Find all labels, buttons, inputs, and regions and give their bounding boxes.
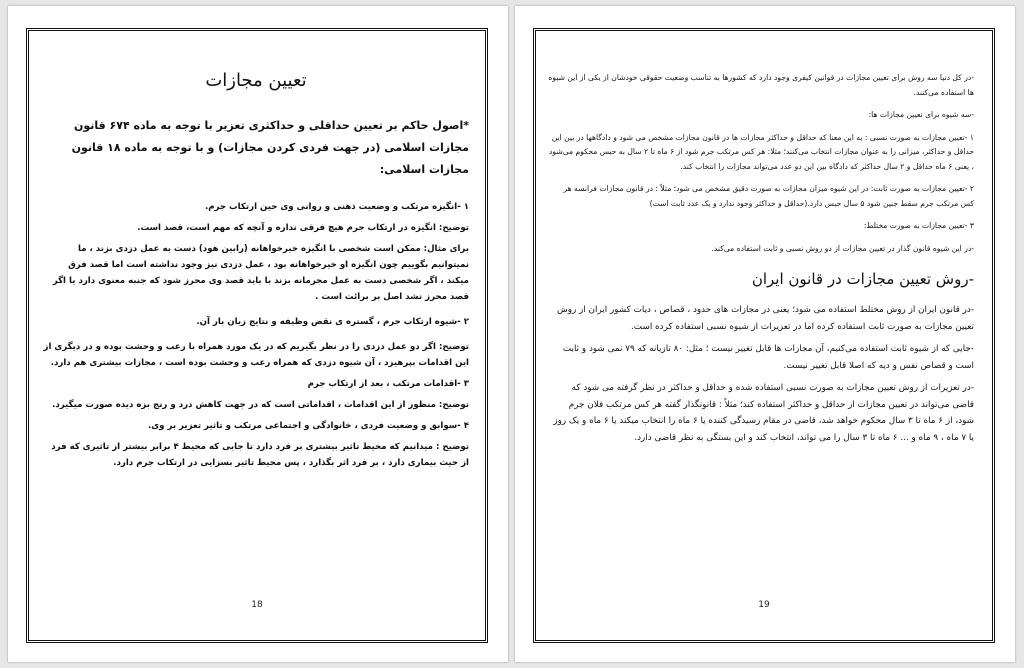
- body-paragraph: -در کل دنیا سه روش برای تعیین مجازات در قوانین کیفری وجود دارد که کشورها به تناسب وضعیت حقوقی خودشان از یکی از این شیوه ها استفاده می‌کنند.: [548, 73, 974, 97]
- body-paragraph: برای مثال: ممکن است شخصی با انگیزه خیرخواهانه (رابین هود) دست به عمل دزدی بزند ، ما نمیتوانیم بگوییم چون انگیزه او خیرخواهانه بود ، عمل دزدی نیز وجود نداشته است اما قصد فرق میکند ، اگر شخصی دست به عمل مجرمانه بزند با باید قصد وی محرز شود که جنبه معنوی دارد یا اگر قصد محرز نشد اصل بر برائت است .: [52, 244, 469, 302]
- page-border-frame: [26, 28, 488, 643]
- page-content: [536, 31, 992, 640]
- body-paragraph: -در این شیوه قانون گذار در تعیین مجازات از دو روش نسبی و ثابت استفاده می‌کند.: [711, 243, 974, 253]
- body-paragraph: ۱ -انگیزه مرتکب و وضعیت ذهنی و روانی وی حین ارتکاب جرم.: [204, 202, 469, 212]
- body-paragraph: ۲ -تعیین مجازات به صورت ثابت: در این شیوه میزان مجازات به صورت دقیق مشخص می شود؛ مثلاً : در قانون مجازات فرانسه هر کس مرتکب جرم سقط جنین شود ۵ سال حبس دارد.(حداقل و حداکثر وجود ندارد و یک عدد ثابت است): [563, 184, 974, 208]
- document-page-left: [8, 6, 508, 662]
- body-paragraph: -در تعزیرات از روش تعیین مجازات به صورت نسبی استفاده شده و حداقل و حداکثر در نظر گرفته می شود که قاضی می‌تواند در تعیین مجازات از حداقل و حداکثر استفاده کند؛ مثلاً : قانونگذار گفته هر کس مرتکب فلان جرم شود، از ۶ ماه تا ۳ سال محکوم خواهد شد، قاضی در مقام رسیدگی کننده یا ۶ ماه را انتخاب میکند یا ۶ ماه و یک روز یا ۷ ماه ، ۹ ماه و ... ۶ ماه تا ۳ سال را می تواند، انتخاب کند و این بستگی به نظر قاضی دارد.: [553, 383, 974, 443]
- body-paragraph: -جایی که از شیوه ثابت استفاده می‌کنیم، آن مجازات ها قابل تغییر نیست ؛ مثل: ۸۰ تازیانه که ۷۹ نمی شود و ثابت است و قصاص نفس و دیه که اصلا قابل تغییر نیست.: [562, 344, 974, 371]
- body-paragraph: توضیح : میدانیم که محیط تاثیر بیشتری بر فرد دارد تا جایی که محیط ۴ برابر بیشتر از تاثیری که فرد از حیث بیماری دارد ، بر فرد اثر بگذارد ، پس محیط تاثیر بسزایی در ارتکاب جرم دارد.: [51, 442, 469, 468]
- document-page-right: [515, 6, 1015, 662]
- body-paragraph: ۱ -تعیین مجازات به صورت نسبی : به این معنا که حداقل و حداکثر مجازات ها در قانون مجازات مشخص می شود و دادگاهها در بین این حداقل و حداکثر، میزانی را به عنوان مجازات انتخاب می‌کنند؛ مثلا: هر کس مرتکب جرم شود از ۶ ماه تا ۲ سال به حبس محکوم می‌شود ، یعنی ۶ ماه حداقل و ۲ سال حداکثر که دادگاه بین این دو عدد می‌تواند مجازات را انتخاب کند.: [549, 132, 974, 171]
- body-paragraph: -در قانون ایران از روش مختلط استفاده می شود؛ یعنی در مجازات های حدود ، قصاص ، دیات کشور ایران از روش تعیین مجازات به صورت ثابت استفاده کرده اما در تعزیرات از شیوه نسبی استفاده کرده است.: [557, 305, 974, 332]
- page-number: 19: [758, 600, 770, 610]
- body-paragraph: ۲ -شیوه ارتکاب جرم ، گستره ی نقض وظیفه و نتایج زیان بار آن.: [196, 317, 469, 327]
- body-paragraph: توضیح: اگر دو عمل دزدی را در نظر بگیریم که در یک مورد همراه با رعب و وحشت بوده و در دیگری از این اقدامات بپرهیزد ، آن شیوه دزدی که همراه رعب و وحشت بوده است ، مجازات بیشتری هم دارد.: [43, 342, 469, 368]
- section-heading: -روش تعیین مجازات در قانون ایران: [751, 270, 974, 288]
- body-paragraph: ۳ -تعیین مجازات به صورت مختلط:: [863, 221, 974, 230]
- body-paragraph: توضیح: منظور از این اقدامات ، اقداماتی است که در جهت کاهش درد و رنج بزه دیده صورت میگیرد.: [52, 400, 469, 410]
- lead-paragraph: *اصول حاکم بر تعیین حداقلی و حداکثری تعزیر با توجه به ماده ۶۷۴ قانون مجازات اسلامی (در جهت فردی کردن مجازات) و با توجه به ماده ۱۸ قانون مجازات اسلامی:: [71, 119, 469, 176]
- page-border-frame: [533, 28, 995, 643]
- page-content: [29, 31, 485, 640]
- body-paragraph: ۴ -سوابق و وضعیت فردی ، خانوادگی و اجتماعی مرتکب و تاثیر تعزیر بر وی.: [148, 421, 469, 431]
- body-paragraph: ۳ -اقدامات مرتکب ، بعد از ارتکاب جرم: [307, 379, 469, 389]
- body-paragraph: -سه شیوه برای تعیین مجازات ها:: [868, 110, 974, 119]
- page-title: تعیین مجازات: [205, 70, 307, 91]
- body-paragraph: توضیح: انگیزه در ارتکاب جرم هیچ فرقی نداره و آنچه که مهم است، قصد است.: [137, 223, 469, 233]
- page-number: 18: [251, 600, 263, 610]
